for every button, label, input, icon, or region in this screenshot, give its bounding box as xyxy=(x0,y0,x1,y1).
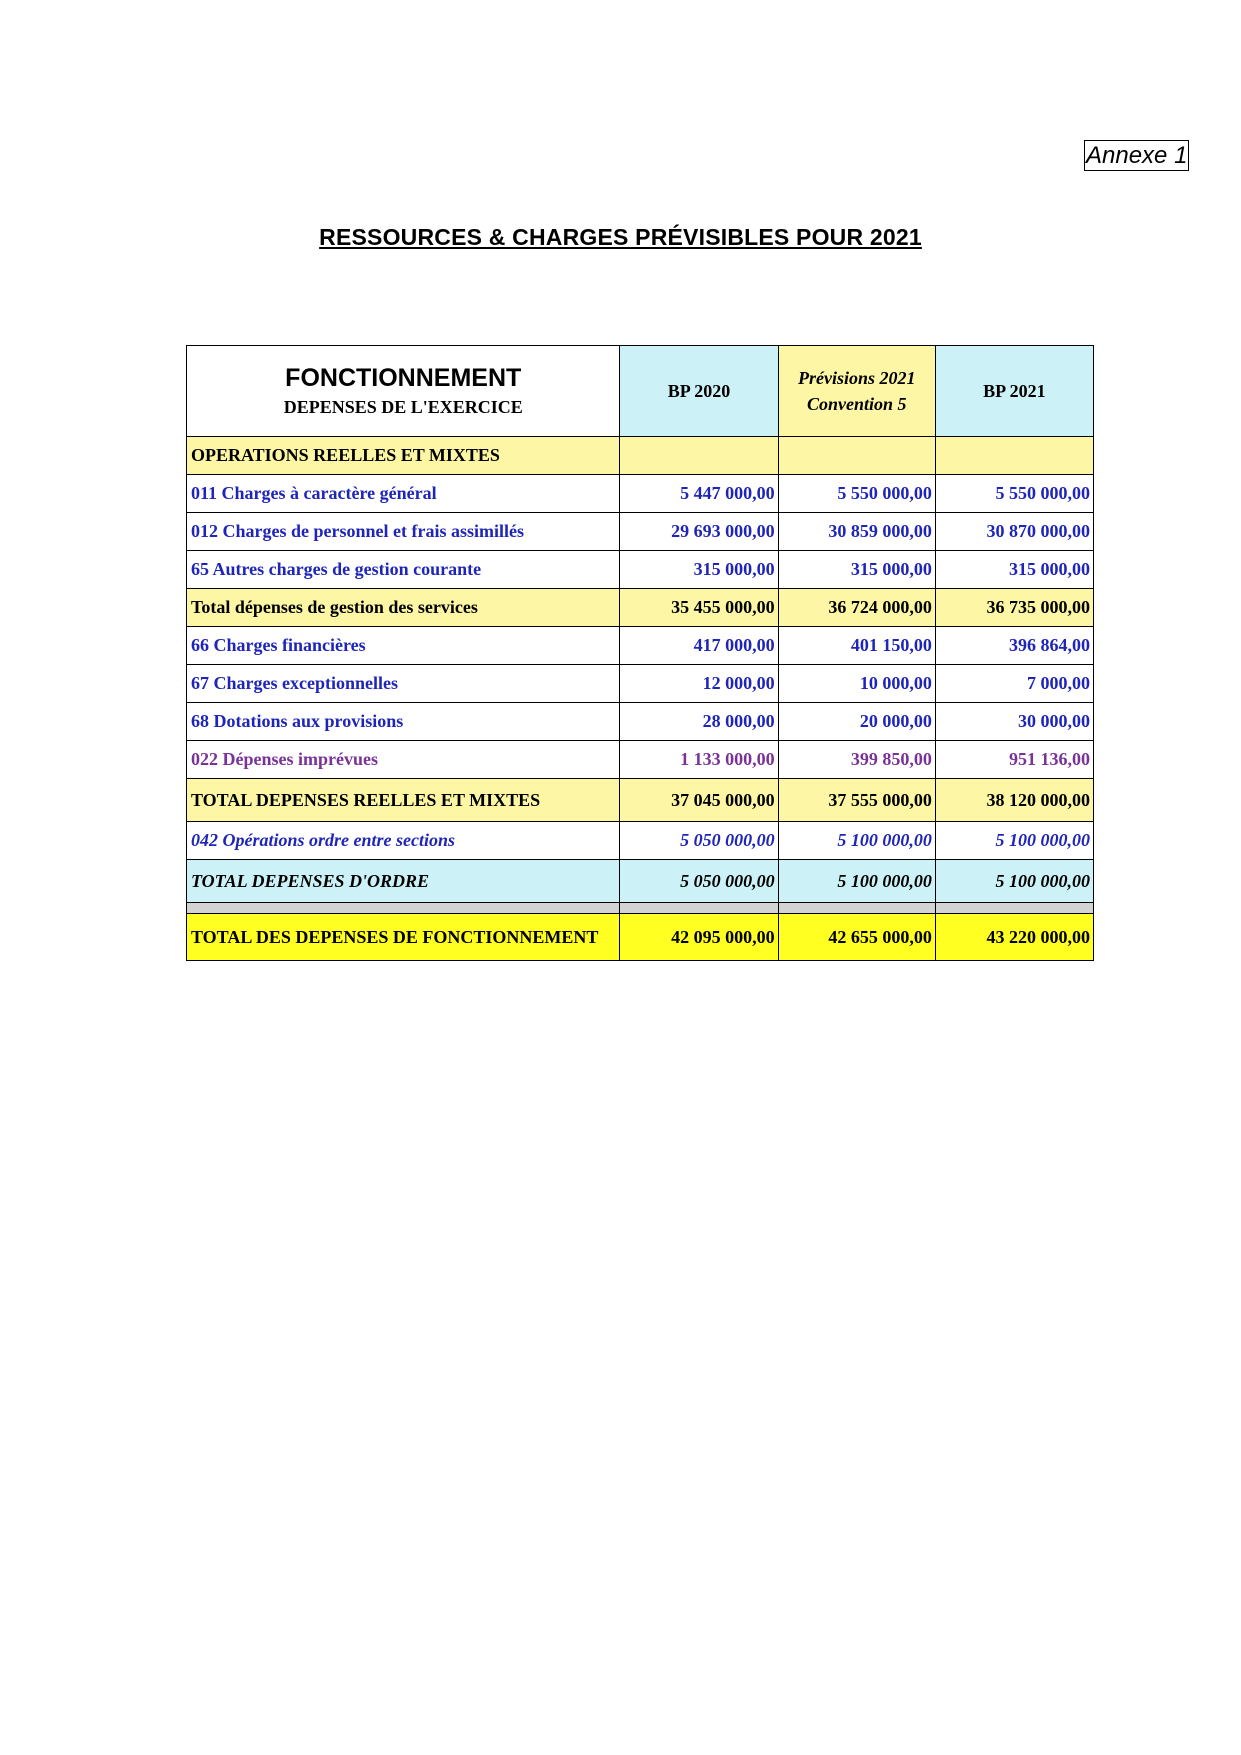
table-row-022 xyxy=(187,741,1094,779)
row-label: 68 Dotations aux provisions xyxy=(187,703,620,741)
table-row-total-gestion-services xyxy=(187,589,1094,627)
header-title-cell xyxy=(187,346,620,437)
cell-bp2021: 5 100 000,00 xyxy=(935,822,1093,860)
row-label: TOTAL DEPENSES REELLES ET MIXTES xyxy=(187,779,620,822)
separator-cell xyxy=(620,903,778,914)
cell-bp2020: 1 133 000,00 xyxy=(620,741,778,779)
cell-bp2020: 12 000,00 xyxy=(620,665,778,703)
cell-bp2020: 42 095 000,00 xyxy=(620,914,778,961)
cell-previsions-2021: 5 100 000,00 xyxy=(778,860,935,903)
header-bp2021: BP 2021 xyxy=(935,346,1093,437)
cell-previsions-2021: 399 850,00 xyxy=(778,741,935,779)
cell-bp2021: 38 120 000,00 xyxy=(935,779,1093,822)
cell-previsions-2021: 5 550 000,00 xyxy=(778,475,935,513)
cell-previsions-2021: 20 000,00 xyxy=(778,703,935,741)
cell-previsions-2021: 36 724 000,00 xyxy=(778,589,935,627)
cell-bp2021: 7 000,00 xyxy=(935,665,1093,703)
cell-bp2020: 315 000,00 xyxy=(620,551,778,589)
row-label: 022 Dépenses imprévues xyxy=(187,741,620,779)
cell-bp2020 xyxy=(620,437,778,475)
cell-previsions-2021: 30 859 000,00 xyxy=(778,513,935,551)
table-separator-row xyxy=(187,903,1094,914)
cell-previsions-2021 xyxy=(778,437,935,475)
table-row-total-reelles-mixtes xyxy=(187,779,1094,822)
row-label: OPERATIONS REELLES ET MIXTES xyxy=(187,437,620,475)
header-bp2020: BP 2020 xyxy=(620,346,778,437)
table-row-grand-total xyxy=(187,914,1094,961)
cell-bp2021: 30 000,00 xyxy=(935,703,1093,741)
cell-bp2020: 5 447 000,00 xyxy=(620,475,778,513)
cell-bp2020: 35 455 000,00 xyxy=(620,589,778,627)
budget-table xyxy=(186,345,1094,961)
cell-previsions-2021: 5 100 000,00 xyxy=(778,822,935,860)
cell-bp2021: 36 735 000,00 xyxy=(935,589,1093,627)
row-label: 012 Charges de personnel et frais assimillés xyxy=(187,513,620,551)
row-label: 65 Autres charges de gestion courante xyxy=(187,551,620,589)
separator-cell xyxy=(187,903,620,914)
table-row-total-ordre xyxy=(187,860,1094,903)
header-title: FONCTIONNEMENT xyxy=(285,364,522,392)
cell-bp2020: 5 050 000,00 xyxy=(620,860,778,903)
cell-bp2020: 5 050 000,00 xyxy=(620,822,778,860)
annex-label: Annexe 1 xyxy=(1086,142,1188,169)
cell-previsions-2021: 315 000,00 xyxy=(778,551,935,589)
row-label: 042 Opérations ordre entre sections xyxy=(187,822,620,860)
table-header-row xyxy=(187,346,1094,437)
cell-bp2021: 315 000,00 xyxy=(935,551,1093,589)
cell-previsions-2021: 42 655 000,00 xyxy=(778,914,935,961)
table-row-012 xyxy=(187,513,1094,551)
cell-bp2021: 396 864,00 xyxy=(935,627,1093,665)
row-label: Total dépenses de gestion des services xyxy=(187,589,620,627)
header-subtitle: DEPENSES DE L'EXERCICE xyxy=(283,397,523,417)
header-previsions-line1: Prévisions 2021 xyxy=(797,368,916,388)
row-label: 67 Charges exceptionnelles xyxy=(187,665,620,703)
cell-bp2021 xyxy=(935,437,1093,475)
cell-bp2020: 37 045 000,00 xyxy=(620,779,778,822)
separator-cell xyxy=(778,903,935,914)
table-row-operations-reelles xyxy=(187,437,1094,475)
cell-previsions-2021: 37 555 000,00 xyxy=(778,779,935,822)
table-row-66 xyxy=(187,627,1094,665)
cell-bp2021: 951 136,00 xyxy=(935,741,1093,779)
table-row-011 xyxy=(187,475,1094,513)
header-previsions-2021 xyxy=(778,346,935,437)
table-row-042 xyxy=(187,822,1094,860)
row-label: TOTAL DES DEPENSES DE FONCTIONNEMENT xyxy=(187,914,620,961)
table-row-65 xyxy=(187,551,1094,589)
document-title: RESSOURCES & CHARGES PRÉVISIBLES POUR 2021 xyxy=(319,224,922,250)
cell-bp2020: 28 000,00 xyxy=(620,703,778,741)
cell-previsions-2021: 401 150,00 xyxy=(778,627,935,665)
table-row-67 xyxy=(187,665,1094,703)
cell-bp2020: 417 000,00 xyxy=(620,627,778,665)
row-label: 66 Charges financières xyxy=(187,627,620,665)
cell-bp2021: 5 550 000,00 xyxy=(935,475,1093,513)
separator-cell xyxy=(935,903,1093,914)
cell-previsions-2021: 10 000,00 xyxy=(778,665,935,703)
cell-bp2021: 5 100 000,00 xyxy=(935,860,1093,903)
table-row-68 xyxy=(187,703,1094,741)
header-previsions-line2: Convention 5 xyxy=(806,394,907,414)
row-label: TOTAL DEPENSES D'ORDRE xyxy=(187,860,620,903)
cell-bp2020: 29 693 000,00 xyxy=(620,513,778,551)
cell-bp2021: 43 220 000,00 xyxy=(935,914,1093,961)
cell-bp2021: 30 870 000,00 xyxy=(935,513,1093,551)
row-label: 011 Charges à caractère général xyxy=(187,475,620,513)
